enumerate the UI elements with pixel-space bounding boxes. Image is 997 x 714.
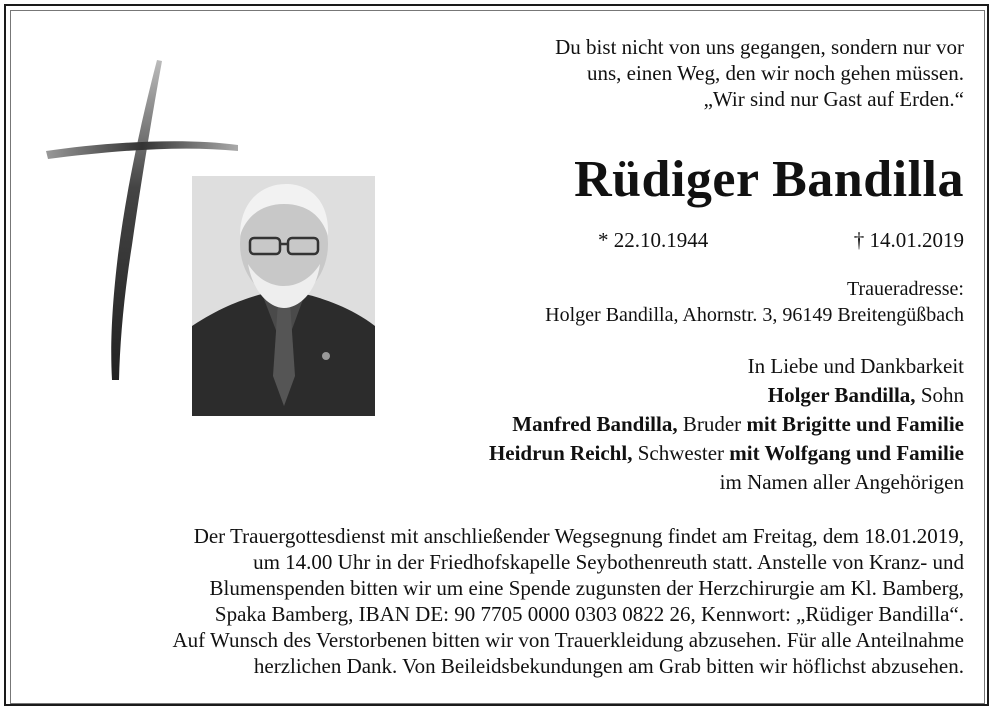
mourner-family: mit Brigitte und Familie xyxy=(746,412,964,436)
mourner-row xyxy=(489,381,964,410)
address-label: Traueradresse: xyxy=(846,278,964,300)
quote-line: uns, einen Weg, den wir noch gehen müssen. xyxy=(586,61,964,85)
service-notice xyxy=(18,523,964,679)
notice-line: Blumenspenden bitten wir um eine Spende zugunsten der Herzchirurgie am Kl. Bamberg, xyxy=(209,576,964,600)
deceased-name: Rüdiger Bandilla xyxy=(574,151,964,208)
mourner-relation: Bruder xyxy=(677,412,747,436)
mourners-intro: In Liebe und Dankbarkeit xyxy=(747,354,964,378)
portrait-photo xyxy=(192,176,375,416)
mourner-name: Holger Bandilla, xyxy=(767,383,916,407)
mourner-relation: Sohn xyxy=(915,383,964,407)
mourner-row xyxy=(489,410,964,439)
mourners-closing: im Namen aller Angehörigen xyxy=(719,470,964,494)
notice-line: Der Trauergottesdienst mit anschließender Wegsegnung findet am Freitag, dem 18.01.2019, xyxy=(193,524,964,548)
birth-date: * 22.10.1944 xyxy=(598,228,709,252)
mourner-name: Heidrun Reichl, xyxy=(488,441,633,465)
notice-line: herzlichen Dank. Von Beileidsbekundungen am Grab bitten wir höflichst abzusehen. xyxy=(253,654,964,678)
notice-line: Auf Wunsch des Verstorbenen bitten wir von Trauerkleidung abzusehen. Für alle Anteilnahme xyxy=(172,628,964,652)
mourners-list xyxy=(489,352,964,497)
mourner-row xyxy=(489,439,964,468)
mourner-relation: Schwester xyxy=(632,441,730,465)
mourner-name: Manfred Bandilla, xyxy=(512,412,678,436)
quote-line: „Wir sind nur Gast auf Erden.“ xyxy=(703,87,964,111)
notice-line: Spaka Bamberg, IBAN DE: 90 7705 0000 0303 0822 26, Kennwort: „Rüdiger Bandilla“. xyxy=(214,602,964,626)
quote-line: Du bist nicht von uns gegangen, sondern nur vor xyxy=(555,35,964,59)
mourning-address xyxy=(545,276,964,328)
death-date: † 14.01.2019 xyxy=(853,228,964,252)
mourner-family: mit Wolfgang und Familie xyxy=(729,441,964,465)
address-value: Holger Bandilla, Ahornstr. 3, 96149 Breitengüßbach xyxy=(545,304,964,326)
notice-line: um 14.00 Uhr in der Friedhofskapelle Seybothenreuth statt. Anstelle von Kranz- und xyxy=(253,550,964,574)
quote-block xyxy=(555,34,964,112)
